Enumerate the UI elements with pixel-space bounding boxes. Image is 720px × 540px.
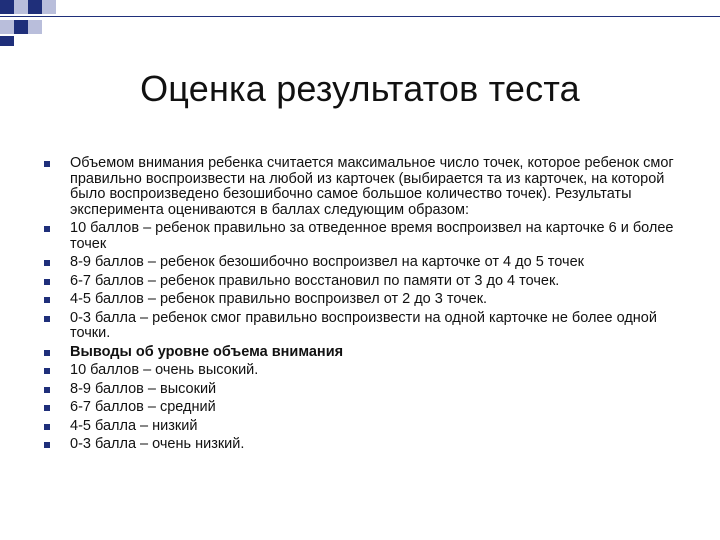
list-item: 8-9 баллов – высокий — [42, 382, 682, 398]
bullet-square-icon — [44, 316, 50, 322]
list-item: 10 баллов – ребенок правильно за отведенное время воспроизвел на карточке 6 и более точек — [42, 221, 682, 252]
decor-square — [0, 0, 14, 14]
list-item: 4-5 баллов – ребенок правильно воспроизвел от 2 до 3 точек. — [42, 292, 682, 308]
bullet-square-icon — [44, 260, 50, 266]
decor-square — [14, 0, 28, 14]
bullet-square-icon — [44, 405, 50, 411]
bullet-square-icon — [44, 387, 50, 393]
list-item: 4-5 балла – низкий — [42, 419, 682, 435]
bullet-square-icon — [44, 442, 50, 448]
top-rule — [0, 16, 720, 17]
decor-square — [0, 36, 14, 46]
list-item: 0-3 балла – ребенок смог правильно воспроизвести на одной карточке не более одной точки. — [42, 311, 682, 342]
bullet-square-icon — [44, 424, 50, 430]
list-item: 10 баллов – очень высокий. — [42, 363, 682, 379]
list-item: Объемом внимания ребенка считается максимальное число точек, которое ребенок смог правильно воспроизвести на любой из карточек (выбирается та из карточек, на которой было воспроизведено безошибочно самое большое количество точек). Результаты эксперимента оцениваются в баллах следующим образом: — [42, 156, 682, 218]
list-item: 8-9 баллов – ребенок безошибочно воспроизвел на карточке от 4 до 5 точек — [42, 255, 682, 271]
list-item: 0-3 балла – очень низкий. — [42, 437, 682, 453]
bullet-square-icon — [44, 161, 50, 167]
slide-title: Оценка результатов теста — [140, 68, 580, 109]
decor-square — [28, 0, 42, 14]
bullet-square-icon — [44, 368, 50, 374]
list-item: 6-7 баллов – средний — [42, 400, 682, 416]
decor-square — [14, 20, 28, 34]
bullet-square-icon — [44, 350, 50, 356]
decor-square — [42, 0, 56, 14]
bullet-square-icon — [44, 297, 50, 303]
bullet-square-icon — [44, 279, 50, 285]
decor-square — [28, 20, 42, 34]
bullet-square-icon — [44, 226, 50, 232]
decor-square — [0, 20, 14, 34]
list-item-heading: Выводы об уровне объема внимания — [42, 345, 682, 361]
list-item: 6-7 баллов – ребенок правильно восстановил по памяти от 3 до 4 точек. — [42, 274, 682, 290]
bullet-list — [42, 156, 682, 456]
